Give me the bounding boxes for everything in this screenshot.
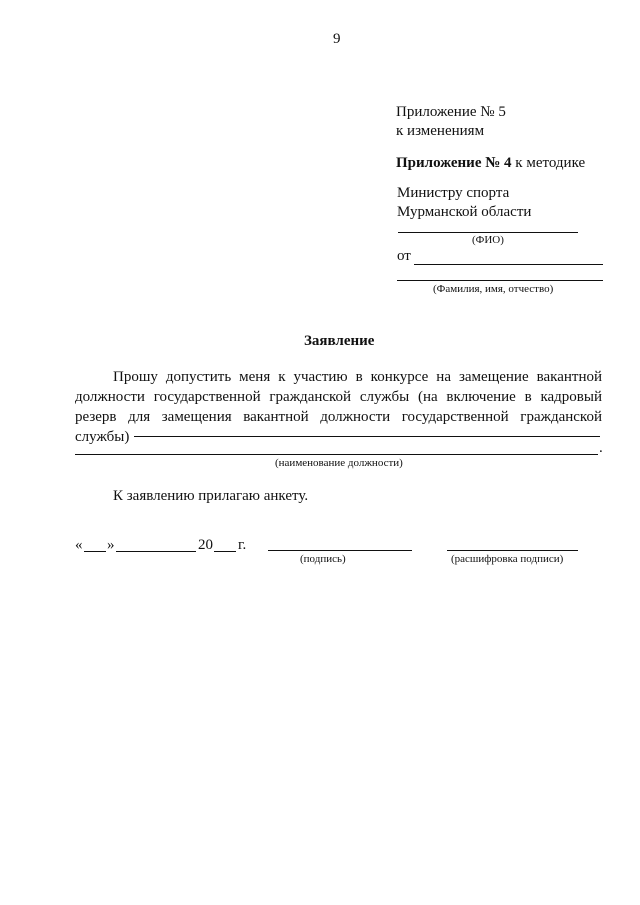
decoding-caption: (расшифровка подписи) xyxy=(451,553,564,565)
decoding-line xyxy=(447,550,578,551)
attachment-text: К заявлению прилагаю анкету. xyxy=(113,488,309,504)
appendix-method-line xyxy=(396,155,585,172)
date-year-prefix: 20 xyxy=(198,537,213,553)
fio-line xyxy=(398,232,578,233)
from-line-2 xyxy=(397,280,603,281)
position-line-end: . xyxy=(599,440,603,456)
appendix-line-2: к изменениям xyxy=(396,123,485,139)
application-paragraph: Прошу допустить меня к участию в конкурсе на замещение вакантной должности государственной гражданской службы (на включение в кадровый резерв для замещения вакантной должности государственной гражданской службы) xyxy=(75,369,602,445)
appendix-number-bold: Приложение № 4 xyxy=(396,155,512,171)
appendix-line-1: Приложение № 5 xyxy=(396,104,506,120)
position-line-1 xyxy=(134,436,600,437)
date-open-quote: « xyxy=(75,537,83,553)
from-prefix: от xyxy=(397,248,411,264)
date-year-line xyxy=(214,551,236,552)
document-title: Заявление xyxy=(304,333,375,349)
fio-caption: (ФИО) xyxy=(472,234,504,246)
appendix-method-text: к методике xyxy=(511,155,586,171)
addressee-line-2: Мурманской области xyxy=(397,204,532,220)
date-month-line xyxy=(116,551,196,552)
position-caption: (наименование должности) xyxy=(275,457,403,469)
signature-line xyxy=(268,550,412,551)
signature-caption: (подпись) xyxy=(300,553,346,565)
position-line-2 xyxy=(75,454,598,455)
date-day-line xyxy=(84,551,106,552)
page-number: 9 xyxy=(333,31,341,47)
date-year-suffix: г. xyxy=(238,537,247,553)
date-close-quote: » xyxy=(107,537,115,553)
from-caption: (Фамилия, имя, отчество) xyxy=(433,283,554,295)
from-line xyxy=(414,264,603,265)
addressee-line-1: Министру спорта xyxy=(397,185,510,201)
